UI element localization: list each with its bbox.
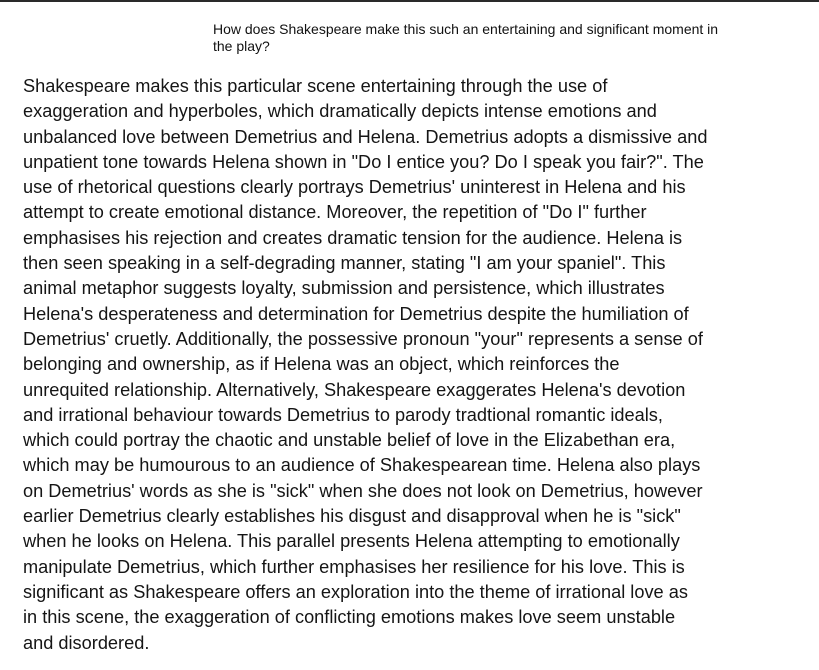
question-prompt: [213, 21, 773, 55]
question-line: How does Shakespeare make this such an entertaining and significant moment in: [213, 21, 719, 37]
essay-line: on Demetrius' words as she is "sick" when she does not look on Demetrius, however: [23, 480, 703, 501]
essay-line: then seen speaking in a self-degrading manner, stating "I am your spaniel". This: [23, 253, 666, 274]
essay-line: which could portray the chaotic and unstable belief of love in the Elizabethan era,: [23, 430, 676, 451]
question-line: the play?: [213, 38, 270, 54]
essay-line: attempt to create emotional distance. Moreover, the repetition of "Do I" further: [23, 202, 647, 223]
essay-line: in this scene, the exaggeration of conflicting emotions makes love seem unstable: [23, 607, 676, 628]
essay-line: Helena's desperateness and determination for Demetrius despite the humiliation of: [23, 303, 689, 324]
essay-line: exaggeration and hyperboles, which dramatically depicts intense emotions and: [23, 101, 657, 122]
top-divider: [0, 0, 819, 2]
essay-response: [23, 74, 819, 656]
essay-line: Shakespeare makes this particular scene entertaining through the use of: [23, 76, 608, 96]
essay-line: emphasises his rejection and creates dramatic tension for the audience. Helena is: [23, 227, 683, 248]
essay-line: and irrational behaviour towards Demetrius to parody tradtional romantic ideals,: [23, 404, 663, 425]
essay-line: when he looks on Helena. This parallel presents Helena attempting to emotionally: [23, 531, 680, 552]
essay-line: unpatient tone towards Helena shown in "Do I entice you? Do I speak you fair?". The: [23, 151, 704, 172]
essay-line: belonging and ownership, as if Helena was an object, which reinforces the: [23, 354, 620, 375]
essay-line: earlier Demetrius clearly establishes his disgust and disapproval when he is "sick": [23, 506, 681, 527]
essay-line: significant as Shakespeare offers an exploration into the theme of irrational love as: [23, 581, 688, 602]
essay-line: Demetrius' cruetly. Additionally, the possessive pronoun "your" represents a sense of: [23, 328, 703, 349]
essay-line: which may be humourous to an audience of Shakespearean time. Helena also plays: [23, 455, 701, 476]
essay-line: and disordered.: [23, 632, 150, 653]
essay-line: manipulate Demetrius, which further emphasises her resilience for his love. This is: [23, 556, 685, 577]
essay-line: use of rhetorical questions clearly portrays Demetrius' uninterest in Helena and his: [23, 177, 686, 198]
essay-line: animal metaphor suggests loyalty, submission and persistence, which illustrates: [23, 278, 665, 299]
essay-line: unbalanced love between Demetrius and Helena. Demetrius adopts a dismissive and: [23, 126, 708, 147]
essay-line: unrequited relationship. Alternatively, Shakespeare exaggerates Helena's devotion: [23, 379, 686, 400]
